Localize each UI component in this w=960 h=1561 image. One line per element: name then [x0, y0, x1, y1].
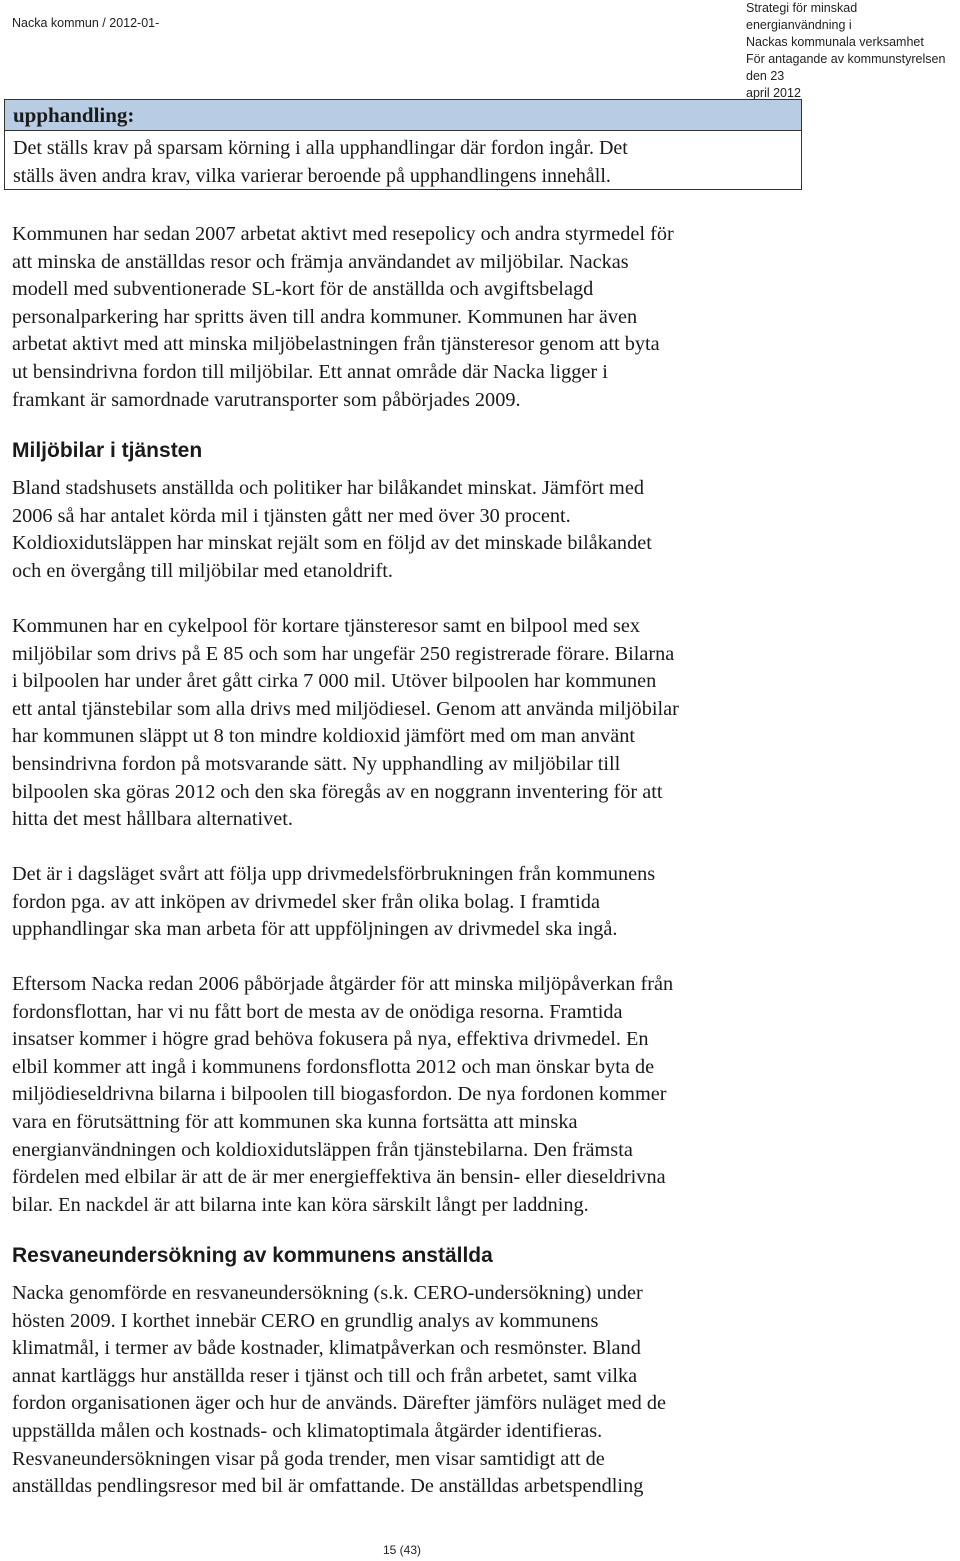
text-line: upphandlingar ska man arbeta för att uppföljningen av drivmedel ska ingå.: [12, 918, 618, 941]
procurement-line: ställs även andra krav, vilka varierar beroende på upphandlingens innehåll.: [13, 165, 611, 187]
text-line: bilar. En nackdel är att bilarna inte kan köra särskilt långt per laddning.: [12, 1193, 589, 1216]
text-line: framkant är samordnade varutransporter som påbörjades 2009.: [12, 388, 521, 411]
text-line: Resvaneundersökningen visar på goda trender, men visar samtidigt att de: [12, 1447, 605, 1470]
procurement-table: [4, 99, 802, 190]
text-line: ut bensindrivna fordon till miljöbilar. Ett annat område där Nacka ligger i: [12, 360, 608, 383]
text-line: modell med subventionerade SL-kort för de anställda och avgiftsbelagd: [12, 278, 594, 301]
procurement-heading: upphandling:: [5, 100, 801, 131]
procurement-line: Det ställs krav på sparsam körning i alla upphandlingar där fordon ingår. Det: [13, 137, 628, 159]
text-line: i bilpoolen har under året gått cirka 7 000 mil. Utöver bilpoolen har kommunen: [12, 670, 657, 693]
paragraph-fuel-tracking: [12, 861, 952, 944]
text-line: och en övergång till miljöbilar med etanoldrift.: [12, 559, 393, 582]
text-line: personalparkering har spritts även till andra kommuner. Kommunen har även: [12, 305, 638, 328]
paragraph-travel-policy: [12, 221, 952, 414]
text-line: har kommunen släppt ut 8 ton mindre koldioxid jämfört med om man använt: [12, 725, 635, 748]
text-line: 2006 så har antalet körda mil i tjänsten gått ner med över 30 procent.: [12, 504, 571, 527]
text-line: klimatmål, i termer av både kostnader, klimatpåverkan och resmönster. Bland: [12, 1337, 641, 1360]
text-line: Kommunen har en cykelpool för kortare tjänsteresor samt en bilpool med sex: [12, 615, 640, 637]
text-line: elbil kommer att ingå i kommunens fordonsflotta 2012 och man önskar byta de: [12, 1055, 655, 1078]
section-heading-miljobilar: Miljöbilar i tjänsten: [12, 439, 203, 462]
procurement-body: [5, 131, 801, 190]
text-line: annat kartläggs hur anställda reser i tjänst och till och från arbetet, samt vilka: [12, 1364, 638, 1387]
section-heading-resvaneundersokning: Resvaneundersökning av kommunens anställda: [12, 1244, 493, 1267]
text-line: bilpoolen ska göras 2012 och den ska föregås av en noggrann inventering för att: [12, 780, 663, 803]
header-line: Nackas kommunala verksamhet: [746, 35, 924, 49]
text-line: vara en förutsättning för att kommunen ska kunna fortsätta att minska: [12, 1110, 578, 1133]
header-right: [746, 0, 958, 102]
text-line: hösten 2009. I korthet innebär CERO en grundlig analys av kommunens: [12, 1309, 599, 1332]
text-line: ett antal tjänstebilar som alla drivs med miljödiesel. Genom att använda miljöbilar: [12, 697, 679, 720]
text-line: Nacka genomförde en resvaneundersökning (s.k. CERO-undersökning) under: [12, 1282, 643, 1304]
header-left: Nacka kommun / 2012-01-: [12, 16, 160, 30]
text-line: miljödieseldrivna bilarna i bilpoolen till biogasfordon. De nya fordonen kommer: [12, 1083, 667, 1106]
text-line: uppställda målen och kostnads- och klimatoptimala åtgärder identifieras.: [12, 1419, 603, 1442]
header-line: april 2012: [746, 86, 801, 100]
text-line: Eftersom Nacka redan 2006 påbörjade åtgärder för att minska miljöpåverkan från: [12, 973, 674, 995]
paragraph-travel-survey: [12, 1280, 952, 1501]
paragraph-car-usage: [12, 475, 952, 585]
text-line: miljöbilar som drivs på E 85 och som har ungefär 250 registrerade förare. Bilarna: [12, 642, 675, 665]
text-line: Det är i dagsläget svårt att följa upp drivmedelsförbrukningen från kommunens: [12, 863, 656, 885]
text-line: insatser kommer i högre grad behöva fokusera på nya, effektiva drivmedel. En: [12, 1028, 649, 1051]
text-line: att minska de anställdas resor och främja användandet av miljöbilar. Nackas: [12, 250, 629, 273]
page-number: 15 (43): [383, 1543, 422, 1557]
header-line: För antagande av kommunstyrelsen den 23: [746, 52, 946, 83]
text-line: fordonsflottan, har vi nu fått bort de mesta av de onödiga resorna. Framtida: [12, 1000, 623, 1023]
header-line: Strategi för minskad energianvändning i: [746, 1, 858, 32]
paragraph-future-fuels: [12, 971, 952, 1219]
text-line: bensindrivna fordon på motsvarande sätt. Ny upphandling av miljöbilar till: [12, 752, 621, 775]
text-line: energianvändningen och koldioxidutsläppen från tjänstebilarna. Den främsta: [12, 1138, 633, 1161]
text-line: fordon organisationen äger och hur de används. Därefter jämförs nuläget med de: [12, 1392, 667, 1415]
text-line: arbetat aktivt med att minska miljöbelastningen från tjänsteresor genom att byta: [12, 333, 660, 356]
text-line: anställdas pendlingsresor med bil är omfattande. De anställdas arbetspendling: [12, 1475, 644, 1498]
text-line: fördelen med elbilar är att de är mer energieffektiva än bensin- eller dieseldrivna: [12, 1166, 666, 1189]
text-line: Bland stadshusets anställda och politiker har bilåkandet minskat. Jämfört med: [12, 477, 644, 499]
text-line: Koldioxidutsläppen har minskat rejält som en följd av det minskade bilåkandet: [12, 532, 652, 555]
text-line: hitta det mest hållbara alternativet.: [12, 808, 294, 831]
text-line: fordon pga. av att inköpen av drivmedel sker från olika bolag. I framtida: [12, 890, 600, 913]
paragraph-car-pool: [12, 613, 952, 834]
text-line: Kommunen har sedan 2007 arbetat aktivt med resepolicy och andra styrmedel för: [12, 223, 674, 245]
